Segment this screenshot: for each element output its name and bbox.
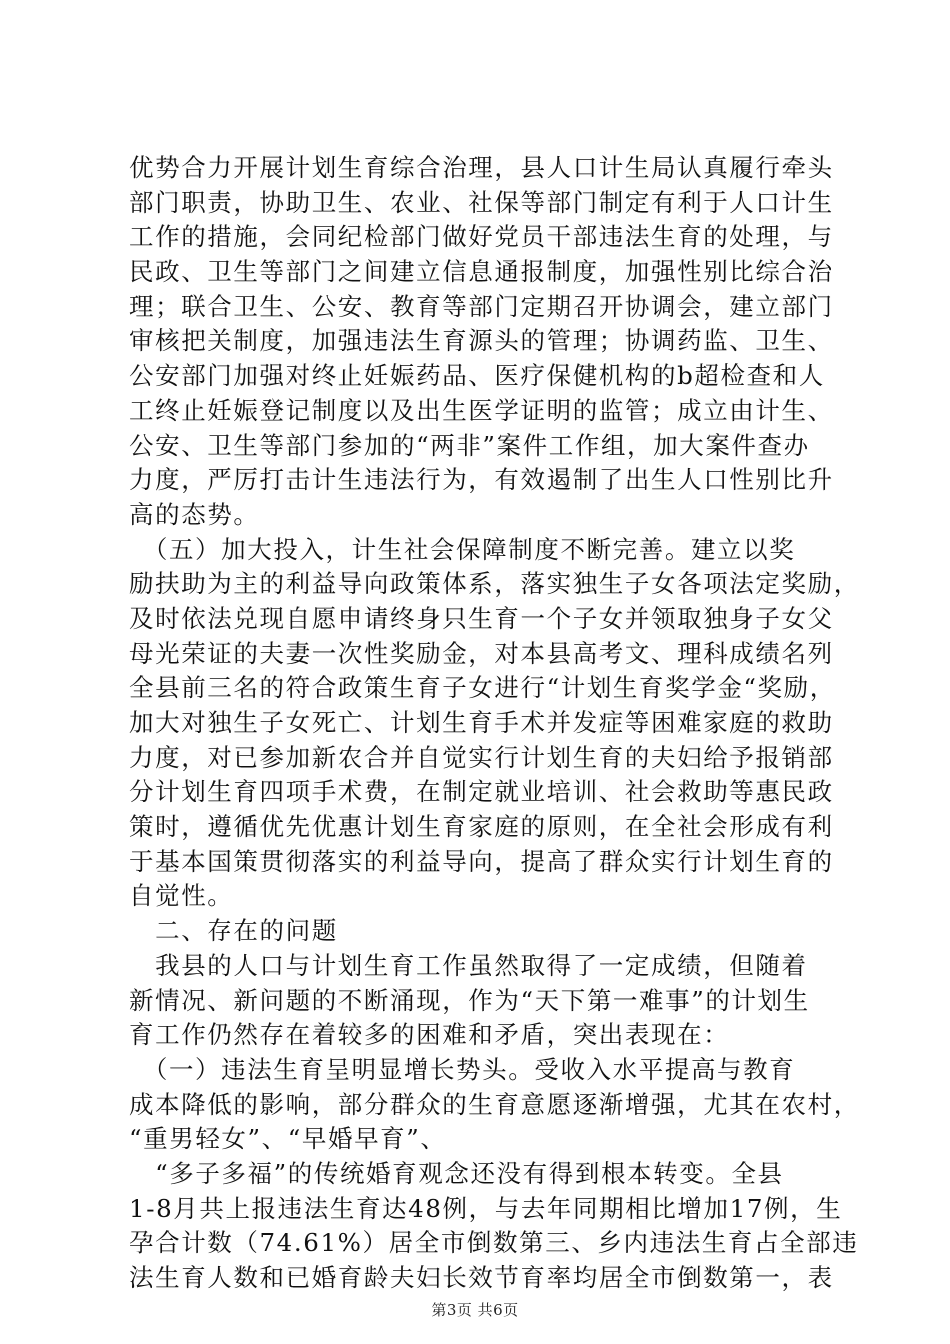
text-line: 全县前三名的符合政策生育子女进行“计划生育奖学金“奖励， (129, 673, 836, 703)
text-line: 力度，严厉打击计生违法行为，有效遏制了出生人口性别比升 (129, 465, 834, 495)
text-line: 工终止妊娠登记制度以及出生医学证明的监管；成立由计生、 (129, 395, 834, 425)
text-line: 及时依法兑现自愿申请终身只生育一个子女并领取独身子女父 (129, 603, 834, 633)
text-line: 策时，遵循优先优惠计划生育家庭的原则，在全社会形成有利 (129, 812, 834, 842)
text-line: 部门职责，协助卫生、农业、社保等部门制定有利于人口计生 (129, 187, 834, 217)
text-line: 成本降低的影响，部分群众的生育意愿逐渐增强，尤其在农村， (129, 1089, 860, 1119)
text-line: 新情况、新问题的不断涌现，作为“天下第一难事”的计划生 (129, 985, 810, 1015)
text-line: 分计划生育四项手术费，在制定就业培训、社会救助等惠民政 (129, 777, 834, 807)
text-line: （一）违法生育呈明显增长势头。受收入水平提高与教育 (129, 1054, 796, 1084)
text-line: “多子多福”的传统婚育观念还没有得到根本转变。全县 (129, 1158, 784, 1188)
text-line: 理；联合卫生、公安、教育等部门定期召开协调会，建立部门 (129, 291, 834, 321)
text-line: 励扶助为主的利益导向政策体系，落实独生子女各项法定奖励， (129, 569, 860, 599)
text-line: 我县的人口与计划生育工作虽然取得了一定成绩，但随着 (129, 950, 808, 980)
text-line: 孕合计数（74.61%）居全市倒数第三、乡内违法生育占全部违 (129, 1228, 859, 1258)
section-heading: 二、存在的问题 (129, 916, 338, 946)
text-line: 高的态势。 (129, 499, 260, 529)
text-line: 1-8月共上报违法生育达48例，与去年同期相比增加17例，生 (129, 1193, 843, 1223)
page-footer: 第3页 共6页 (431, 1301, 519, 1319)
document-body (129, 151, 860, 1296)
text-line: 法生育人数和已婚育龄夫妇长效节育率均居全市倒数第一，表 (129, 1263, 834, 1292)
text-line: “重男轻女”、“早婚早育”、 (129, 1124, 447, 1154)
text-line: 母光荣证的夫妻一次性奖励金，对本县高考文、理科成绩名列 (129, 638, 834, 668)
text-line: 加大对独生子女死亡、计划生育手术并发症等困难家庭的救助 (129, 708, 834, 737)
text-line: 审核把关制度，加强违法生育源头的管理；协调药监、卫生、 (129, 326, 834, 356)
text-line: 于基本国策贯彻落实的利益导向，提高了群众实行计划生育的 (129, 846, 834, 876)
text-line: （五）加大投入，计生社会保障制度不断完善。建立以奖 (129, 534, 796, 564)
text-line: 自觉性。 (129, 881, 234, 911)
text-line: 民政、卫生等部门之间建立信息通报制度，加强性别比综合治 (129, 257, 834, 287)
text-line: 力度，对已参加新农合并自觉实行计划生育的夫妇给予报销部 (129, 742, 834, 772)
text-line: 优势合力开展计划生育综合治理，县人口计生局认真履行牵头 (129, 153, 834, 182)
text-line: 育工作仍然存在着较多的困难和矛盾，突出表现在： (129, 1020, 730, 1050)
text-line: 工作的措施，会同纪检部门做好党员干部违法生育的处理，与 (129, 222, 834, 252)
text-line: 公安部门加强对终止妊娠药品、医疗保健机构的b超检查和人 (129, 361, 825, 391)
text-line: 公安、卫生等部门参加的“两非”案件工作组，加大案件查办 (129, 430, 810, 460)
